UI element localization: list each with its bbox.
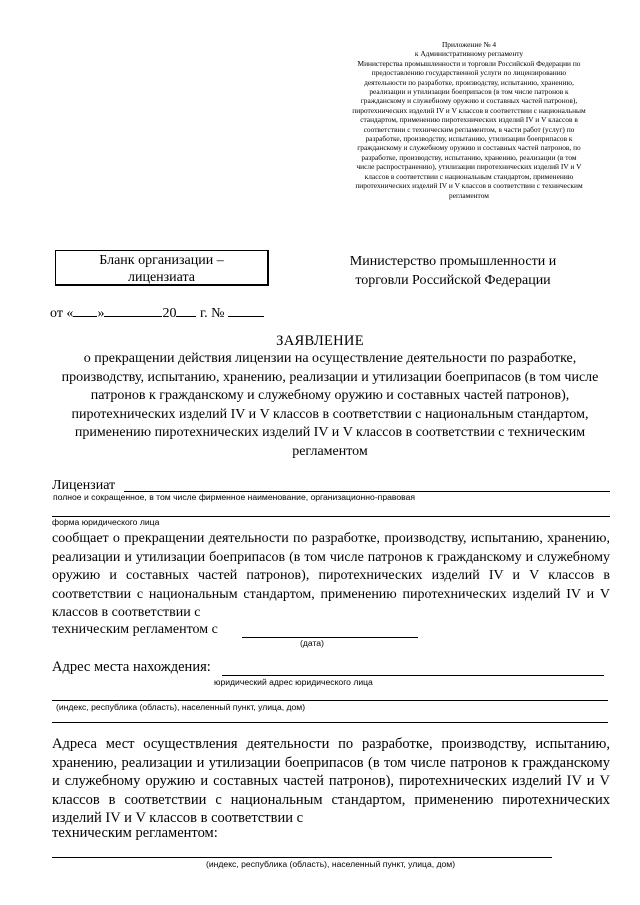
cessation-message: сообщает о прекращении деятельности по разработке, производству, испытанию, хранению, реализации и утилизации боеприпасов (в том числе патронов к гражданскому и служебному оружию и составных частей патронов), пиротехнических изделий IV и V классов в соответствии с национальным стандартом, применению пиротехнических изделий IV и V классов в соответствии с xyxy=(52,531,610,621)
licensee-hint-1: полное и сокращенное, в том числе фирменное наименование, организационно-правовая xyxy=(53,492,416,502)
number-label: г. № xyxy=(196,306,225,321)
date-from-label: от « xyxy=(50,306,74,321)
organization-blank-box xyxy=(55,250,269,286)
cessation-message-last-line: техническим регламентом с xyxy=(52,622,218,637)
appendix-line: пиротехнических изделий IV и V классов в соответствии с национальным xyxy=(352,105,586,115)
appendix-line: гражданскому и служебному оружию и составных частей патронов, по xyxy=(357,143,581,153)
month-field[interactable] xyxy=(104,304,162,317)
address-hint-1: юридический адрес юридического лица xyxy=(214,677,373,687)
document-subtitle: о прекращении действия лицензии на осуществление деятельности по разработке, производству, испытанию, хранению, реализации и утилизации боеприпасов (в том числе патронов к гражданскому и служебному оружию и составных частей патронов), пиротехнических изделий IV и V классов в соответствии с национальным стандартом, применению пиротехнических изделий IV и V классов в соответствии с техническим регламентом xyxy=(61,351,599,459)
appendix-line: реализации и утилизации боеприпасов (в том числе патронов к xyxy=(369,87,569,97)
date-close-quote: » xyxy=(97,306,105,321)
date-number-line xyxy=(50,304,264,322)
licensee-hint-2: форма юридического лица xyxy=(52,517,160,527)
appendix-line: Приложение № 4 xyxy=(441,40,497,49)
licensee-label: Лицензиат xyxy=(52,478,116,493)
appendix-line: деятельности по разработке, производству, испытанию, хранению, xyxy=(364,77,574,87)
address-details-field[interactable] xyxy=(52,700,608,701)
blank-label-line2: лицензиата xyxy=(127,270,196,285)
appendix-line: соответствии с техническим регламентом, в части работ (услуг) по xyxy=(363,124,575,134)
activity-addresses-text: Адреса мест осуществления деятельности по разработке, производству, испытанию, хранению, реализации и утилизации боеприпасов (в том числе патронов к гражданскому и служебному оружию и составных частей патронов), пиротехнических изделий IV и V классов в соответствии с национальным стандартом, применению пиротехнических изделий IV и V классов в соответствии с xyxy=(52,736,610,827)
activity-addresses-last-line: техническим регламентом: xyxy=(52,825,218,841)
appendix-line: регламентом xyxy=(449,190,489,200)
appendix-line: стандартом, применению пиротехнических изделий IV и V классов в xyxy=(360,115,578,125)
appendix-line: Министерства промышленности и торговли Российской Федерации по xyxy=(357,58,581,68)
ministry-line2: торговли Российской Федерации xyxy=(355,273,551,288)
activity-address-hint: (индекс, республика (область), населенный пункт, улица, дом) xyxy=(206,859,456,869)
address-hint-2: (индекс, республика (область), населенный пункт, улица, дом) xyxy=(56,702,306,712)
appendix-header xyxy=(318,40,620,200)
day-field[interactable] xyxy=(73,304,97,317)
document-number-field[interactable] xyxy=(228,304,264,317)
cessation-date-field[interactable] xyxy=(242,637,418,638)
ministry-line1: Министерство промышленности и xyxy=(349,254,557,269)
appendix-line: гражданскому и служебному оружию и составных частей патронов), xyxy=(360,96,578,106)
ministry-addressee xyxy=(318,252,588,290)
year-field[interactable] xyxy=(176,304,196,317)
document-title: ЗАЯВЛЕНИЕ xyxy=(276,333,364,349)
appendix-line: к Административному регламенту xyxy=(414,49,524,59)
activity-address-field[interactable] xyxy=(52,857,552,858)
appendix-line: предоставлению государственной услуги по лицензированию xyxy=(371,68,567,78)
legal-address-field[interactable] xyxy=(222,675,604,676)
appendix-line: разработке, производству, испытанию, утилизации боеприпасов к xyxy=(365,134,573,144)
appendix-line: числе распространению), утилизации пиротехнических изделий IV и V xyxy=(356,162,582,172)
blank-label-line1: Бланк организации – xyxy=(99,253,224,268)
appendix-line: пиротехнических изделий IV и V классов в соответствии с техническим xyxy=(355,181,583,191)
appendix-line: разработке, производству, испытанию, хранению, реализации (в том xyxy=(361,152,577,162)
appendix-line: классов в соответствии с национальным стандартом, применению xyxy=(364,171,574,181)
date-hint: (дата) xyxy=(300,638,324,648)
address-label: Адрес места нахождения: xyxy=(52,659,211,675)
address-extra-line[interactable] xyxy=(52,722,608,723)
year-prefix: 20 xyxy=(162,306,177,321)
